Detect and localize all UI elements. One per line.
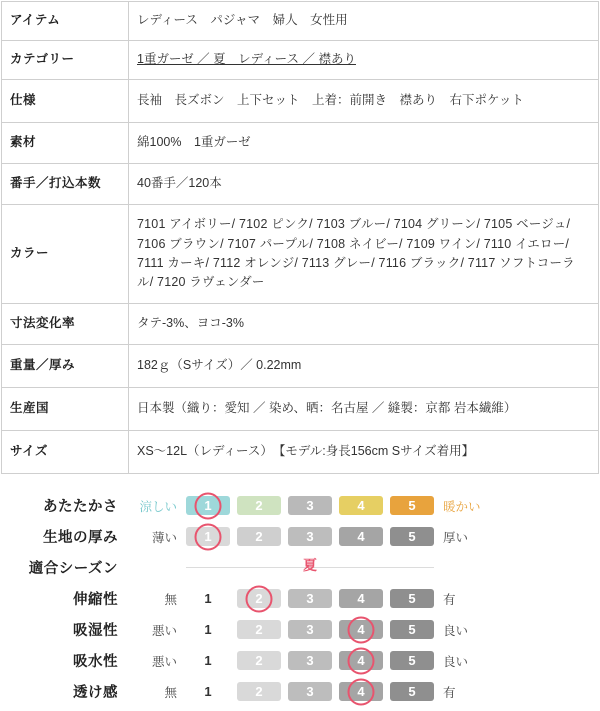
spec-label: 生産国 (2, 388, 129, 431)
spec-label: サイズ (2, 431, 129, 474)
chart-scale-cell: 3 (288, 682, 332, 701)
chart-row (0, 614, 600, 645)
chart-scale-cell: 3 (288, 527, 332, 546)
chart-row-label: 伸縮性 (73, 592, 118, 608)
table-row (2, 388, 599, 431)
chart-scale-cell: 1 (186, 589, 230, 608)
chart-row-label: 生地の厚み (43, 530, 118, 546)
spec-label: 素材 (2, 123, 129, 164)
chart-row-label: 透け感 (73, 685, 118, 701)
chart-right-label: 有 (443, 685, 456, 700)
chart-row-label: 適合シーズン (28, 561, 118, 577)
chart-row (0, 490, 600, 521)
chart-scale-cell: 2 (237, 527, 281, 546)
season-value: 夏 (303, 557, 317, 573)
chart-scale-cell: 1 (186, 496, 230, 515)
spec-value: 綿100% 1重ガーゼ (129, 123, 599, 164)
spec-value: 40番手／120本 (129, 164, 599, 205)
chart-left-label: 薄い (151, 530, 177, 545)
spec-value: タテ-3%、ヨコ-3% (129, 304, 599, 345)
table-row (2, 431, 599, 474)
chart-scale-cell: 2 (237, 496, 281, 515)
spec-value: 日本製（織り：愛知 ／ 染め、晒：名古屋 ／ 縫製：京都 岩本繊維） (129, 388, 599, 431)
chart-right-label: 良い (443, 654, 469, 669)
spec-value: 長袖 長ズボン 上下セット 上着：前開き 襟あり 右下ポケット (129, 80, 599, 123)
chart-value-highlight (195, 492, 222, 519)
table-row (2, 304, 599, 345)
chart-row (0, 521, 600, 552)
chart-row-season (0, 552, 600, 583)
chart-row (0, 676, 600, 707)
spec-value: XS〜12L（レディース） 【モデル:身長156cm Sサイズ着用】 (129, 431, 599, 474)
chart-left-label: 悪い (151, 623, 177, 638)
table-row (2, 2, 599, 41)
table-row (2, 345, 599, 388)
chart-scale-cell: 5 (390, 620, 434, 639)
spec-label: カラー (2, 205, 129, 304)
chart-value-highlight (246, 585, 273, 612)
chart-right-label: 良い (443, 623, 469, 638)
chart-left-label: 悪い (151, 654, 177, 669)
spec-label: カテゴリー (2, 41, 129, 80)
chart-row-label: 吸湿性 (73, 623, 118, 639)
season-track (186, 558, 434, 577)
chart-scale-cell: 2 (237, 620, 281, 639)
chart-left-label: 涼しい (139, 499, 177, 514)
chart-scale-track (186, 496, 434, 515)
chart-scale-cell: 1 (186, 651, 230, 670)
chart-scale-track (186, 589, 434, 608)
chart-right-label: 暖かい (443, 499, 481, 514)
chart-scale-track (186, 527, 434, 546)
category-links[interactable]: 1重ガーゼ ／ 夏 レディース ／ 襟あり (137, 52, 356, 67)
chart-scale-cell: 5 (390, 651, 434, 670)
chart-scale-cell: 4 (339, 620, 383, 639)
spec-value: 182ｇ（Sサイズ）／ 0.22mm (129, 345, 599, 388)
chart-scale-cell: 2 (237, 651, 281, 670)
spec-label: 番手／打込本数 (2, 164, 129, 205)
chart-scale-track (186, 682, 434, 701)
chart-right-label: 有 (443, 592, 456, 607)
chart-scale-cell: 3 (288, 496, 332, 515)
chart-scale-track (186, 620, 434, 639)
chart-scale-cell: 5 (390, 527, 434, 546)
chart-scale-cell: 1 (186, 620, 230, 639)
chart-value-highlight (348, 616, 375, 643)
spec-label: 寸法変化率 (2, 304, 129, 345)
chart-value-highlight (348, 647, 375, 674)
chart-row (0, 645, 600, 676)
chart-scale-cell: 4 (339, 682, 383, 701)
chart-scale-cell: 5 (390, 589, 434, 608)
spec-value-category[interactable] (129, 41, 599, 80)
spec-label: 仕様 (2, 80, 129, 123)
table-row (2, 80, 599, 123)
chart-scale-cell: 4 (339, 527, 383, 546)
chart-value-highlight (348, 678, 375, 705)
chart-scale-cell: 1 (186, 527, 230, 546)
spec-table-body (2, 2, 599, 474)
chart-scale-cell: 4 (339, 651, 383, 670)
chart-row-label: 吸水性 (73, 654, 118, 670)
product-spec-page (0, 1, 600, 701)
chart-scale-cell: 5 (390, 682, 434, 701)
chart-scale-cell: 3 (288, 589, 332, 608)
chart-scale-cell: 2 (237, 682, 281, 701)
spec-table (1, 1, 599, 474)
spec-label: 重量／厚み (2, 345, 129, 388)
chart-scale-cell: 3 (288, 651, 332, 670)
spec-label: アイテム (2, 2, 129, 41)
spec-value: レディース パジャマ 婦人 女性用 (129, 2, 599, 41)
chart-scale-cell: 4 (339, 589, 383, 608)
table-row (2, 123, 599, 164)
chart-scale-cell: 5 (390, 496, 434, 515)
chart-scale-track (186, 651, 434, 670)
chart-scale-cell: 3 (288, 620, 332, 639)
chart-value-highlight (195, 523, 222, 550)
table-row (2, 205, 599, 304)
chart-row-label: あたたかさ (43, 499, 118, 515)
table-row (2, 41, 599, 80)
chart-left-label: 無 (164, 592, 177, 607)
chart-scale-cell: 4 (339, 496, 383, 515)
chart-row (0, 583, 600, 614)
spec-value-colors: 7101 アイボリー/ 7102 ピンク/ 7103 ブルー/ 7104 グリーン/ 7105 ベージュ/ 7106 ブラウン/ 7107 パープル/ 7108 ネイビー/ 7109 ワイン/ 7110 イエロー/ 7111 カーキ/ 7112 オレンジ/ 7113 グレー/ 7116 ブラック/ 7117 ソフトコーラル/ 7120 ラヴェンダー (129, 205, 599, 304)
chart-left-label: 無 (164, 685, 177, 700)
chart-scale-cell: 2 (237, 589, 281, 608)
table-row (2, 164, 599, 205)
chart-right-label: 厚い (443, 530, 469, 545)
property-rating-chart (0, 484, 600, 711)
chart-scale-cell: 1 (186, 682, 230, 701)
